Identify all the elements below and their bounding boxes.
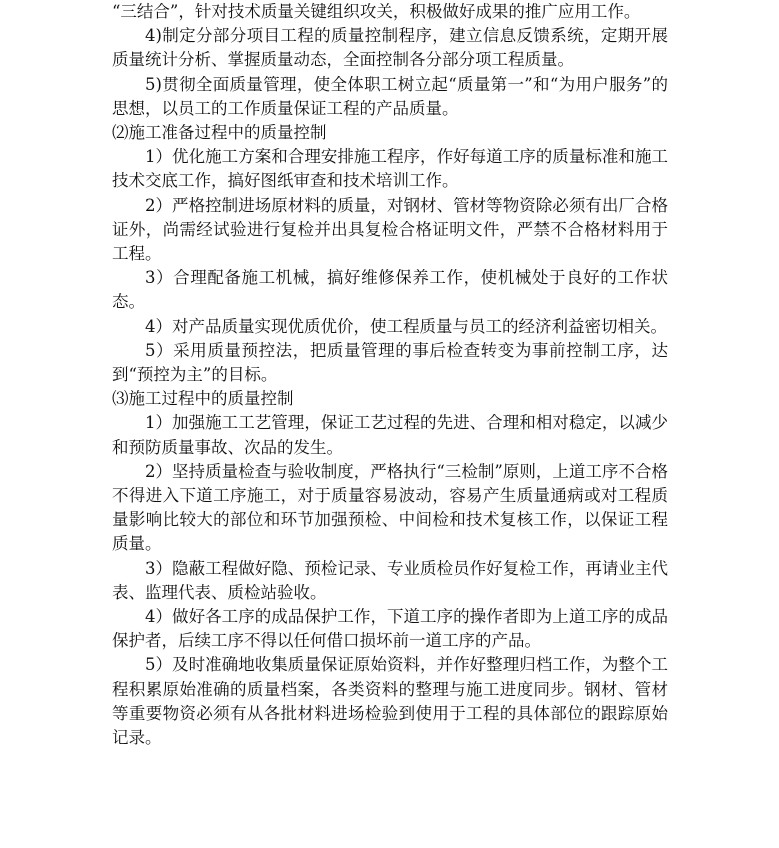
paragraph-1: “三结合”，针对技术质量关键组织攻关，积极做好成果的推广应用工作。	[112, 2, 641, 21]
paragraph-14: 4）做好各工序的成品保护工作，下道工序的操作者即为上道工序的成品保护者，后续工序不得以任何借口损坏前一道工序的产品。	[112, 607, 668, 651]
paragraph-6: 2）严格控制进场原材料的质量，对钢材、管材等物资除必须有出厂合格证外，尚需经试验进行复检并出具复检合格证明文件，严禁不合格材料用于工程。	[112, 195, 668, 264]
paragraph-8: 4）对产品质量实现优质优价，使工程质量与员工的经济利益密切相关。	[145, 316, 667, 336]
paragraph-9: 5）采用质量预控法，把质量管理的事后检查转变为事前控制工序，达到“预控为主”的目标。	[112, 340, 668, 385]
paragraph-15: 5）及时准确地收集质量保证原始资料，并作好整理归档工作，为整个工程积累原始准确的质量档案，各类资料的整理与施工进度同步。钢材、管材等重要物资必须有从各批材料进场检验到使用于工程的具体部位的跟踪原始记录。	[112, 655, 668, 748]
paragraph-2: 4)制定分部分项目工程的质量控制程序，建立信息反馈系统，定期开展质量统计分析、掌握质量动态，全面控制各分部分项工程质量。	[112, 26, 668, 70]
paragraph-12: 2）坚持质量检查与验收制度，严格执行“三检制”原则，上道工序不合格不得进入下道工序施工，对于质量容易波动，容易产生质量通病或对工程质量影响比较大的部位和环节加强预检、中间检和技术复核工作，以保证工程质量。	[112, 461, 668, 554]
paragraph-5: 1）优化施工方案和合理安排施工程序，作好每道工序的质量标准和施工技术交底工作，搞好图纸审查和技术培训工作。	[112, 147, 668, 191]
paragraph-11: 1）加强施工工艺管理，保证工艺过程的先进、合理和相对稳定，以减少和预防质量事故、次品的发生。	[112, 413, 668, 457]
paragraph-3: 5)贯彻全面质量管理，使全体职工树立起“质量第一”和“为用户服务”的思想，以员工的工作质量保证工程的产品质量。	[112, 74, 668, 118]
paragraph-13: 3）隐蔽工程做好隐、预检记录、专业质检员作好复检工作，再请业主代表、监理代表、质检站验收。	[112, 558, 668, 602]
document-page	[112, 0, 668, 750]
paragraph-7: 3）合理配备施工机械，搞好维修保养工作，使机械处于良好的工作状态。	[112, 268, 668, 312]
section-heading-2: ⑵施工准备过程中的质量控制	[112, 123, 327, 143]
section-heading-3: ⑶施工过程中的质量控制	[112, 389, 294, 409]
